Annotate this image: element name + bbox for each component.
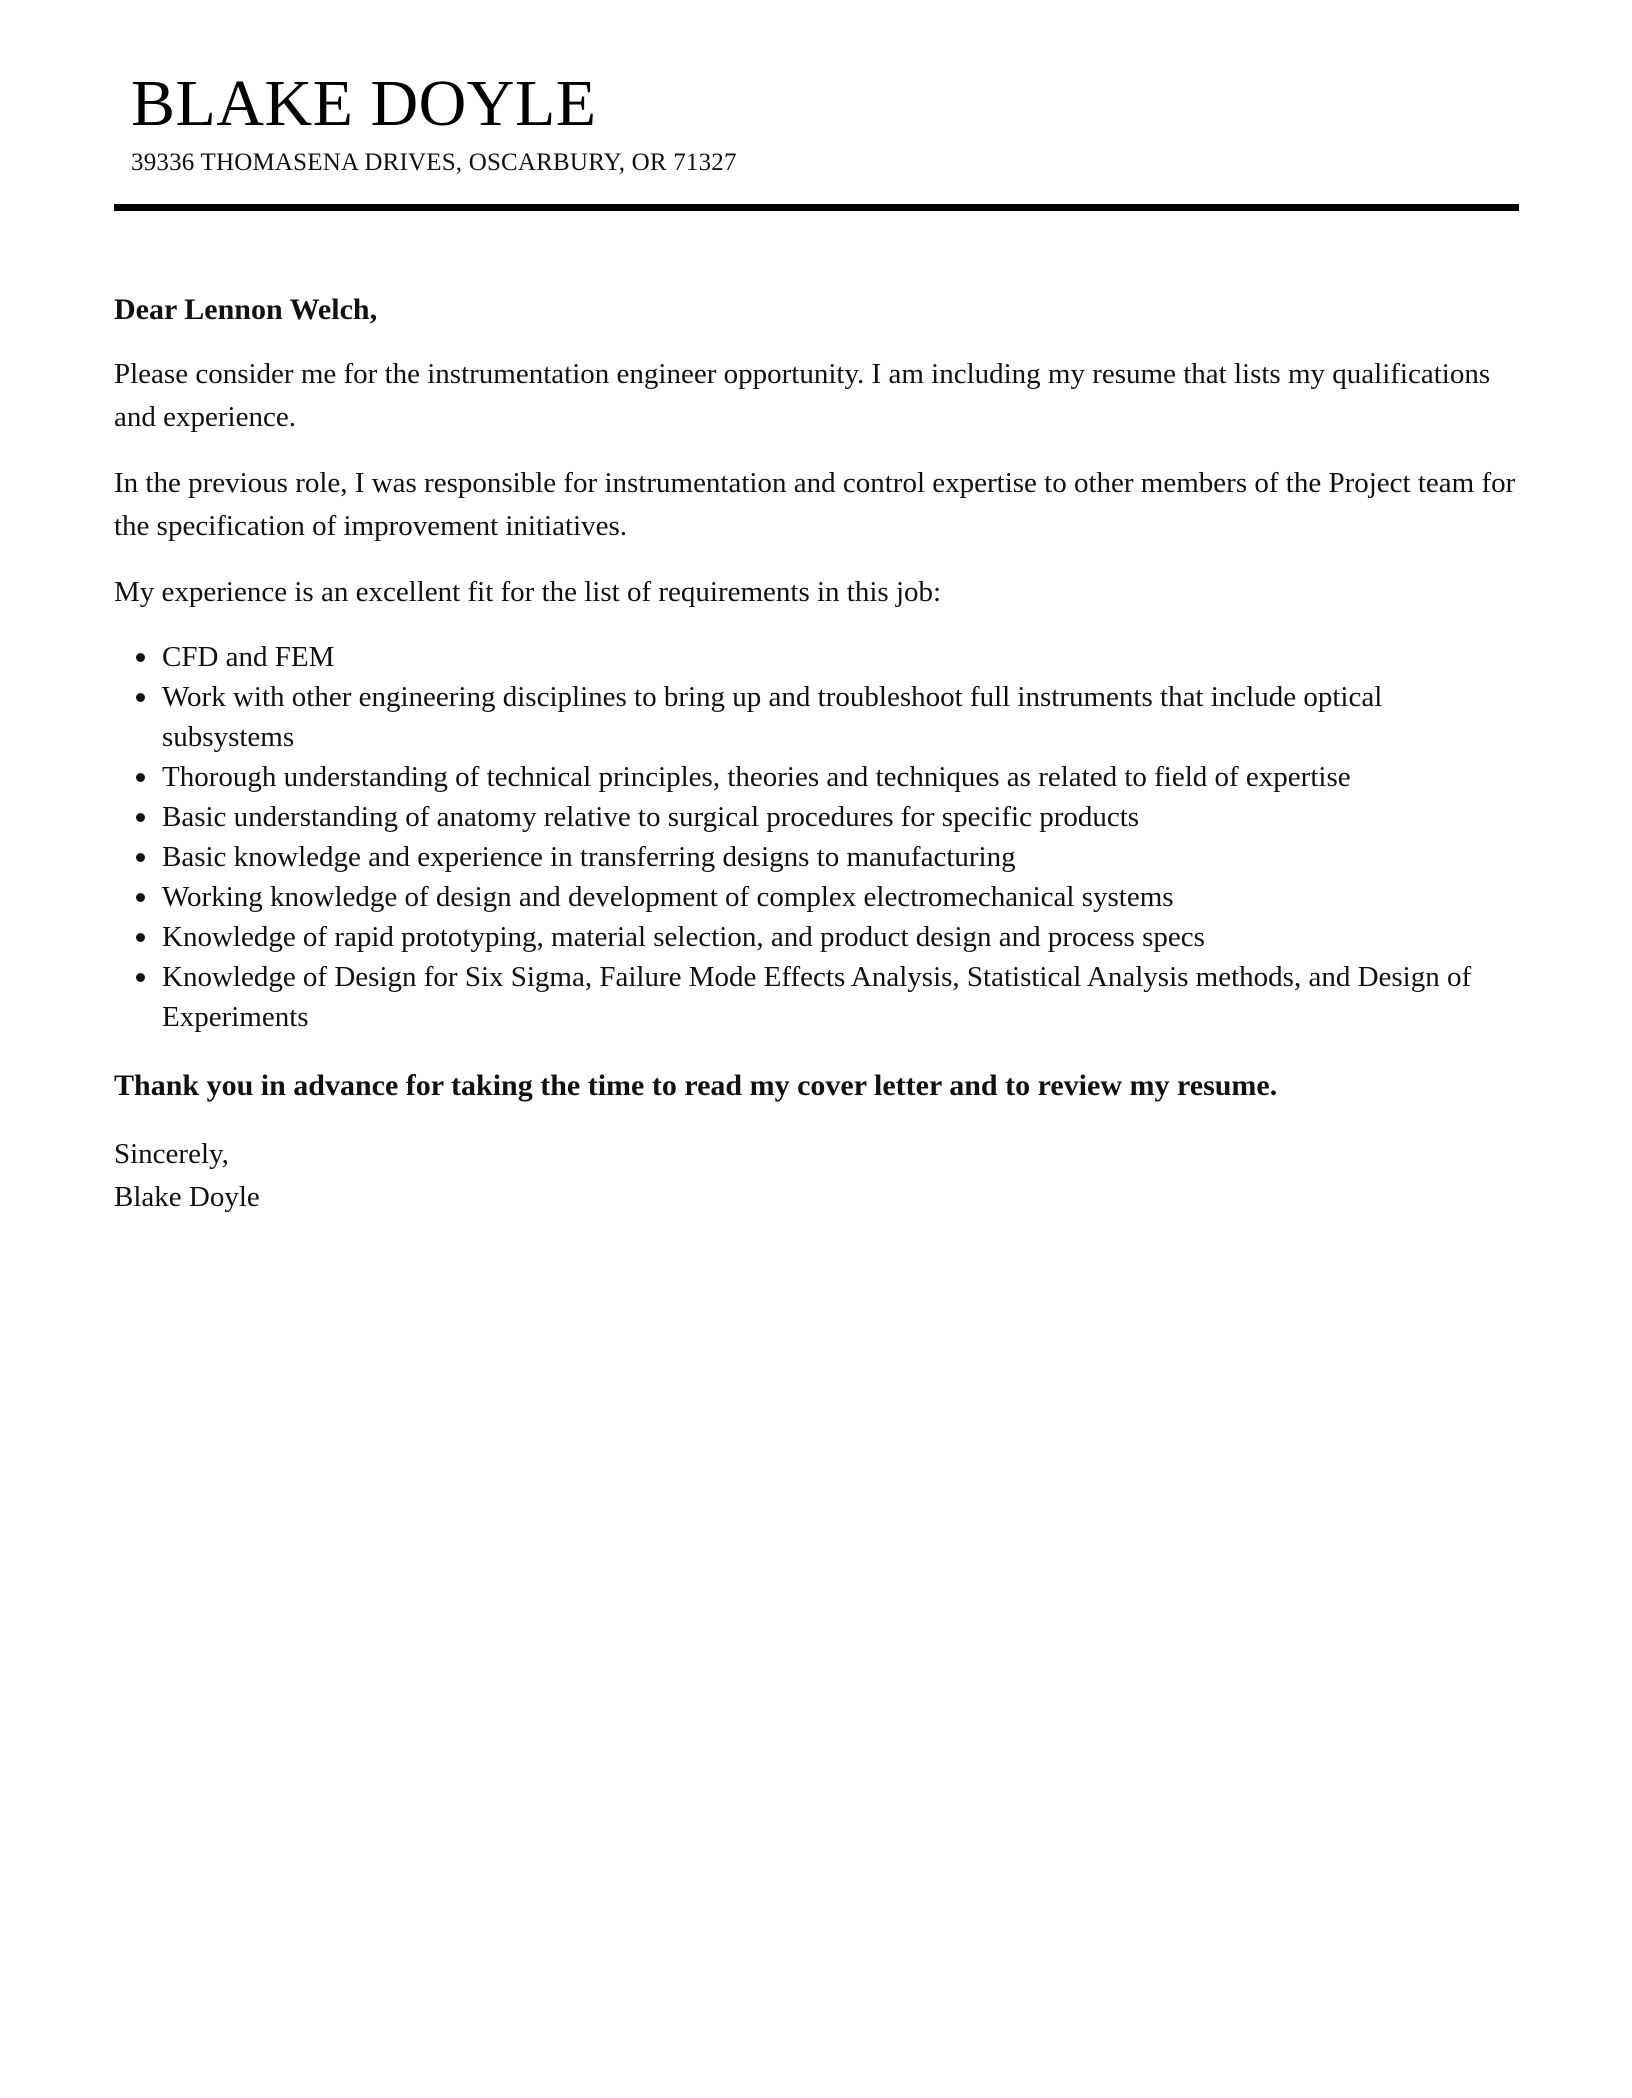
list-item [162,837,1519,877]
list-item-text: Basic understanding of anatomy relative to surgical procedures for specific products [162,801,1140,833]
salutation: Dear Lennon Welch, [114,293,378,326]
applicant-address: 39336 THOMASENA DRIVES, OSCARBURY, OR 71327 [131,149,737,176]
list-item-text: Knowledge of rapid prototyping, material selection, and product design and process specs [162,921,1205,953]
bullet-icon [136,693,145,702]
list-item [162,757,1519,797]
bullet-icon [136,853,145,862]
bullet-icon [136,973,145,982]
list-item-text: Knowledge of Design for Six Sigma, Failure Mode Effects Analysis, Statistical Analysis methods, and Design of Experiments [162,961,1472,1033]
letter-header [131,64,1511,180]
header-divider [114,204,1519,211]
list-item [162,877,1519,917]
list-item-text: Thorough understanding of technical principles, theories and techniques as related to field of expertise [162,761,1351,793]
signature: Blake Doyle [114,1181,260,1213]
list-item-text: Working knowledge of design and development of complex electromechanical systems [162,881,1174,913]
letter-body [114,288,1519,1219]
requirements-intro: My experience is an excellent fit for the list of requirements in this job: [114,576,942,608]
applicant-name: BLAKE DOYLE [131,67,597,140]
signoff: Sincerely, [114,1138,229,1170]
closing-statement: Thank you in advance for taking the time to read my cover letter and to review my resume. [114,1069,1278,1102]
list-item [162,957,1519,1037]
list-item-text: CFD and FEM [162,641,335,673]
list-item-text: Work with other engineering disciplines to bring up and troubleshoot full instruments that include optical subsystems [162,681,1383,753]
requirements-list [114,637,1519,1037]
bullet-icon [136,933,145,942]
bullet-icon [136,813,145,822]
list-item [162,637,1519,677]
list-item-text: Basic knowledge and experience in transferring designs to manufacturing [162,841,1016,873]
list-item [162,797,1519,837]
bullet-icon [136,653,145,662]
list-item [162,917,1519,957]
bullet-icon [136,893,145,902]
intro-paragraph: Please consider me for the instrumentation engineer opportunity. I am including my resume that lists my qualifications and experience. [114,358,1491,433]
bullet-icon [136,773,145,782]
list-item [162,677,1519,757]
previous-role-paragraph: In the previous role, I was responsible for instrumentation and control expertise to other members of the Project team for the specification of improvement initiatives. [114,467,1516,542]
